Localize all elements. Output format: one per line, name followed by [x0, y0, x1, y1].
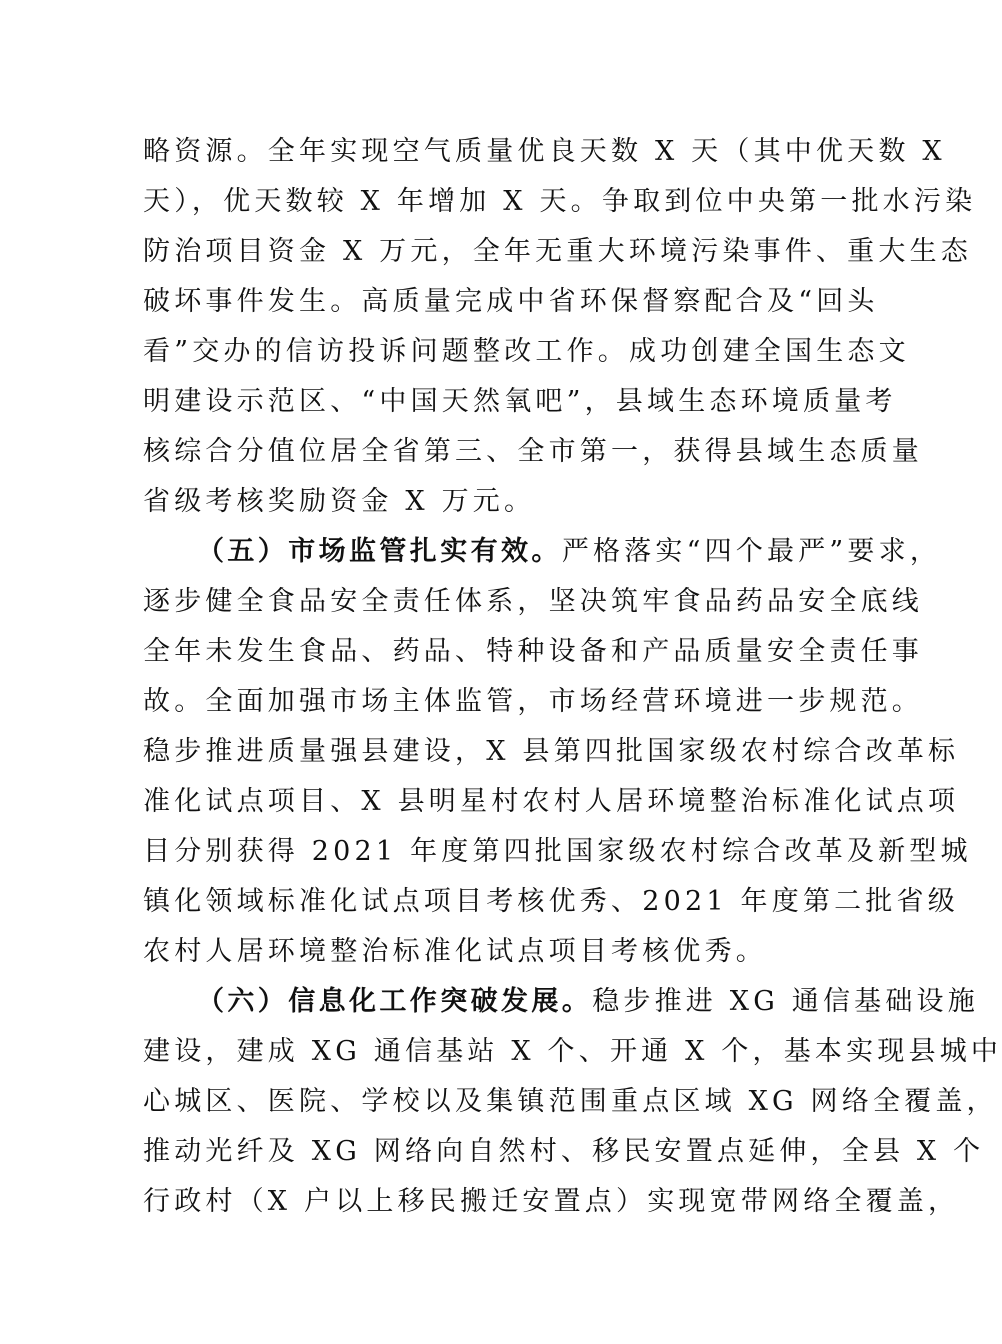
paragraph-line: 稳步推进质量强县建设，X 县第四批国家级农村综合改革标	[143, 736, 960, 767]
paragraph-line: 防治项目资金 X 万元，全年无重大环境污染事件、重大生态	[143, 236, 972, 267]
paragraph-line: 核综合分值位居全省第三、全市第一，获得县域生态质量	[143, 436, 923, 467]
section-five-first-line	[197, 528, 942, 576]
paragraph-line: 故。全面加强市场主体监管，市场经营环境进一步规范。	[143, 686, 923, 717]
paragraph-line: 逐步健全食品安全责任体系，坚决筑牢食品药品安全底线	[143, 586, 923, 617]
section-six-heading: （六）信息化工作突破发展。	[197, 986, 593, 1017]
section-five-heading: （五）市场监管扎实有效。	[197, 536, 562, 567]
paragraph-line: 行政村（X 户以上移民搬迁安置点）实现宽带网络全覆盖，	[143, 1186, 960, 1217]
paragraph-line: 准化试点项目、X 县明星村农村人居环境整治标准化试点项	[143, 786, 960, 817]
paragraph-line: 省级考核奖励资金 X 万元。	[143, 486, 536, 517]
section-five-intro: 严格落实“四个最严”要求，	[561, 536, 942, 567]
paragraph-line: 略资源。全年实现空气质量优良天数 X 天（其中优天数 X	[143, 136, 946, 167]
paragraph-line: 破坏事件发生。高质量完成中省环保督察配合及“回头	[143, 286, 879, 317]
paragraph-line: 农村人居环境整治标准化试点项目考核优秀。	[143, 936, 767, 967]
section-six-first-line	[197, 978, 979, 1026]
paragraph-line: 推动光纤及 XG 网络向自然村、移民安置点延伸，全县 X 个	[143, 1136, 985, 1167]
paragraph-line: 天），优天数较 X 年增加 X 天。争取到位中央第一批水污染	[143, 186, 977, 217]
paragraph-line: 全年未发生食品、药品、特种设备和产品质量安全责任事	[143, 636, 923, 667]
paragraph-line: 心城区、医院、学校以及集镇范围重点区域 XG 网络全覆盖，	[143, 1086, 998, 1117]
paragraph-line: 镇化领域标准化试点项目考核优秀、2021 年度第二批省级	[143, 886, 959, 917]
paragraph-line: 明建设示范区、“中国天然氧吧”，县域生态环境质量考	[143, 386, 897, 417]
section-six-intro: 稳步推进 XG 通信基础设施	[592, 986, 979, 1017]
paragraph-line: 建设，建成 XG 通信基站 X 个、开通 X 个，基本实现县城中	[143, 1036, 1002, 1067]
paragraph-line: 目分别获得 2021 年度第四批国家级农村综合改革及新型城	[143, 836, 972, 867]
paragraph-line: 看”交办的信访投诉问题整改工作。成功创建全国生态文	[143, 336, 910, 367]
